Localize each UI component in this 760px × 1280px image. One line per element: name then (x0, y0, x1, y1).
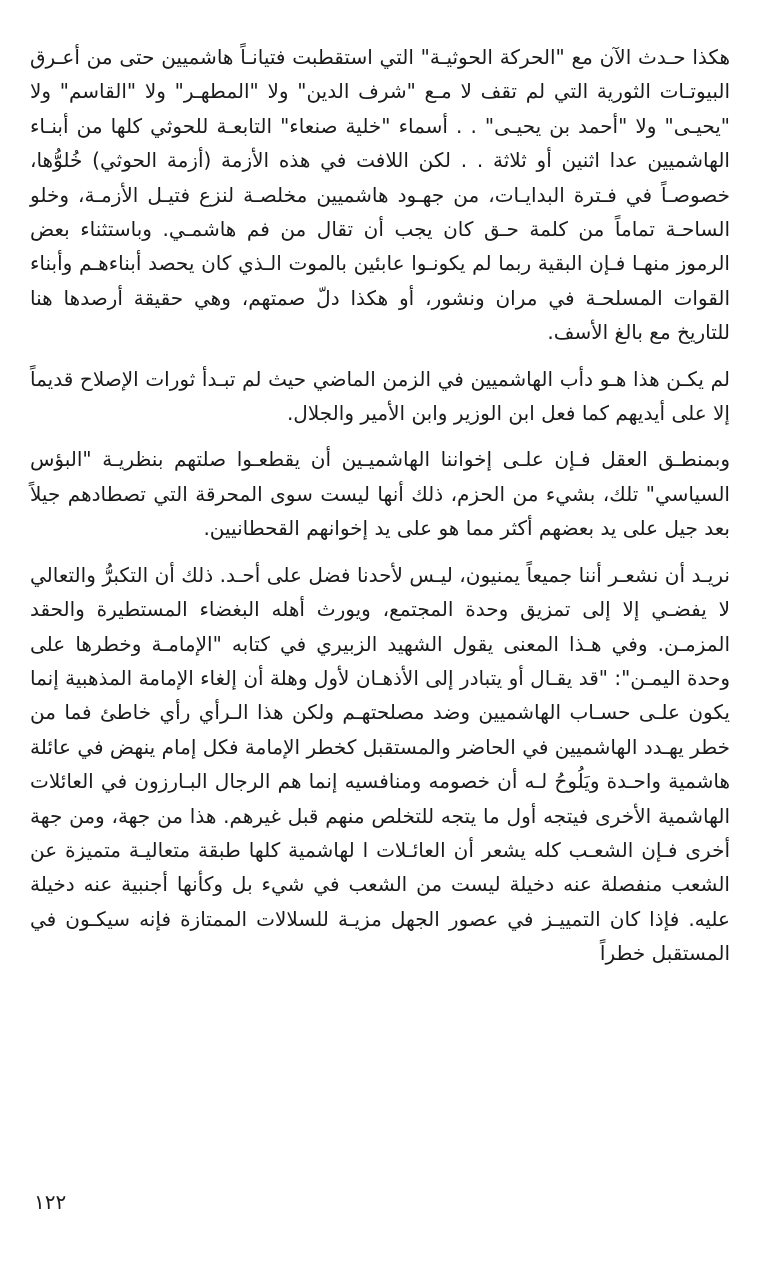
page-number: ١٢٢ (34, 1190, 67, 1214)
paragraph-1: هكذا حـدث الآن مع "الحركة الحوثيـة" التي استقطبت فتيانـاً هاشميين حتى من أعـرق البيوتـات الثورية التي لم تقف لا مـع "شرف الدين" ولا "المطهـر" ولا "القاسم" ولا "يحيـى" ولا "أحمد بن يحيـى" . . أسماء "خلية صنعاء" التابعـة للحوثي كلها من أبنـاء الهاشميين عدا اثنين أو ثلاثة . . لكن اللافت في هذه الأزمة (أزمة الحوثي) خُلوُّها، خصوصـاً في فـترة البدايـات، من جهـود هاشميين مخلصـة لنزع فتيـل الأزمـة، وخلو الساحـة تماماً من كلمة حـق كان يجب أن تقال من فم هاشمـي. وباستثناء بعض الرموز منهـا فـإن البقية ربما لم يكونـوا عابئين بالموت الـذي كان يحصد أبناءهـم وأبناء القوات المسلحـة في مران ونشور، أو هكذا دلّ صمتهم، وهي حقيقة أرصدها هنا للتاريخ مع بالغ الأسف. (30, 45, 730, 345)
body-text (30, 40, 730, 971)
paragraph-2: لم يكـن هذا هـو دأب الهاشميين في الزمن الماضي حيث لم تبـدأ ثورات الإصلاح قديماً إلا على أيديهم كما فعل ابن الوزير وابن الأمير والجلال. (30, 366, 730, 426)
paragraph-4: نريـد أن نشعـر أننا جميعاً يمنيون، ليـس لأحدنا فضل على أحـد. ذلك أن التكبرُّ والتعالي لا يفضـي إلا إلى تمزيق وحدة المجتمع، ويورث أهله البغضاء المستطيرة والحقد المزمـن. وفي هـذا المعنى يقول الشهيد الزبيري في كتابه "الإمامـة وخطرها على وحدة اليمـن": "قد يقـال أو يتبادر إلى الأذهـان لأول وهلة أن إلغاء الإمامة المذهبية إنما يكون علـى حسـاب الهاشميين وضد مصلحتهـم ولكن هذا الـرأي رأي خاطئ فما من خطر يهـدد الهاشميين في الحاضر والمستقبل كخطر الإمامة فكل إمام ينهض في عائلة هاشمية واحـدة ويَلُوحُ لـه أن خصومه ومنافسيه إنما هم الرجال البـارزون في العائلات الهاشمية الأخرى فيتجه أول ما يتجه للتخلص منهم قبل غيرهم. هذا من جهة، ومن جهة أخرى فـإن الشعـب كله يشعر أن العائـلات ا لهاشمية كلها طبقة متعاليـة متميزة عن الشعب منفصلة عنه دخيلة ليست من الشعب في شيء بل وكأنها أجنبية عنه دخيلة عليه. فإذا كان التمييـز في عصور الجهل مزيـة للسلالات الممتازة فإنه سيكـون في المستقبل خطراً (30, 562, 730, 966)
paragraph-3: وبمنطـق العقل فـإن علـى إخواننا الهاشميـين أن يقطعـوا صلتهم بنظريـة "البؤس السياسي" تلك، بشيء من الحزم، ذلك أنها ليست سوى المحرقة التي تصطادهم جيلاً بعد جيل على يد بعضهم أكثر مما هو على يد إخوانهم القحطانيين. (30, 447, 730, 541)
